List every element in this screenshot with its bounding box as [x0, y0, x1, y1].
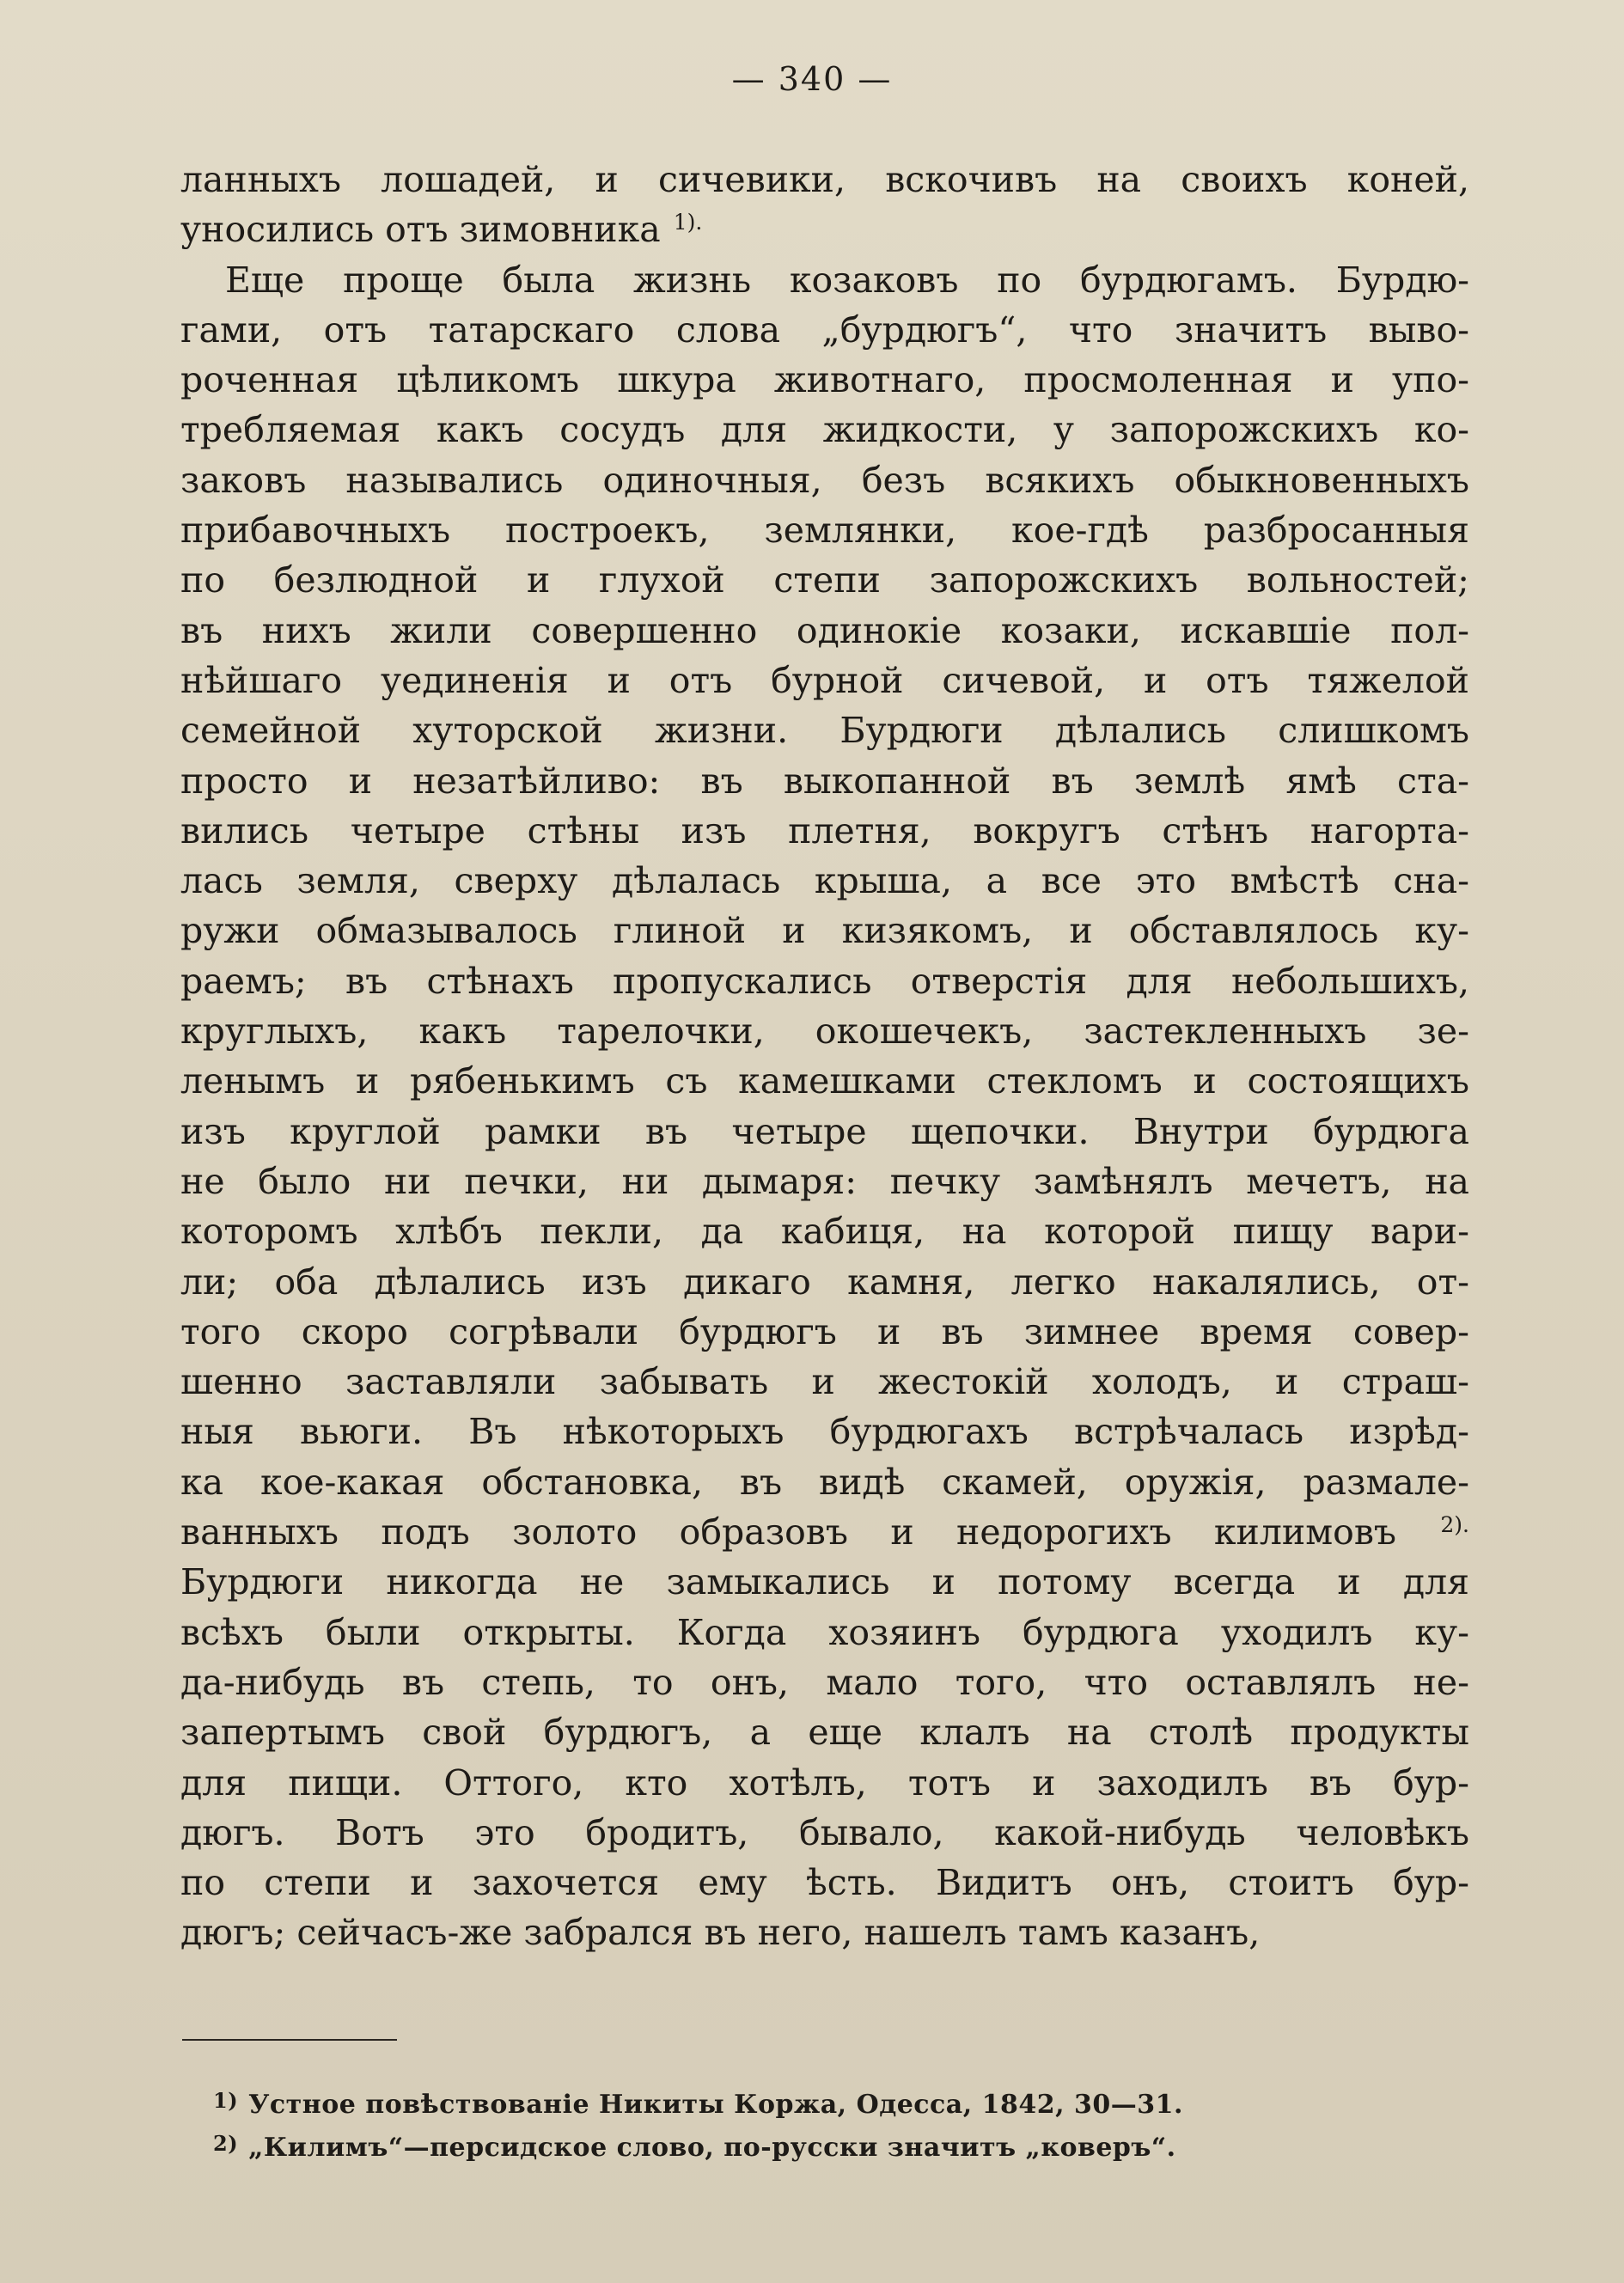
text-line: ланныхъ лошадей, и сичевики, вскочивъ на своихъ коней,	[180, 159, 1469, 200]
footnote-2	[213, 2122, 1416, 2165]
text-line: въ нихъ жили совершенно одинокіе козаки, искавшіе пол-	[180, 609, 1469, 651]
text-line-content: ванныхъ подъ золото образовъ и недорогихъ килимовъ	[180, 1511, 1396, 1554]
footnote-text: „Килимъ“—персидское слово, по-русски значитъ „коверъ“.	[248, 2133, 1176, 2163]
text-line: прибавочныхъ построекъ, землянки, кое-гдѣ разбросанныя	[180, 510, 1469, 552]
text-line: по степи и захочется ему ѣсть. Видитъ онъ, стоитъ бур-	[180, 1862, 1469, 1904]
text-line: роченная цѣликомъ шкура животнаго, просмоленная и упо-	[180, 359, 1469, 401]
footnote-ref-2: 2).	[1440, 1512, 1469, 1538]
text-line: ленымъ и рябенькимъ съ камешками стекломъ и состоящихъ	[180, 1060, 1469, 1102]
text-line: того скоро согрѣвали бурдюгъ и въ зимнее время совер-	[180, 1310, 1469, 1352]
text-line: требляемая какъ сосудъ для жидкости, у запорожскихъ ко-	[180, 409, 1469, 451]
text-line: дюгъ; сейчасъ-же забрался въ него, нашелъ тамъ казанъ,	[180, 1912, 1261, 1954]
footnote-text: Устное повѣствованіе Никиты Коржа, Одесса, 1842, 30—31.	[248, 2090, 1183, 2120]
text-line: семейной хуторской жизни. Бурдюги дѣлались слишкомъ	[180, 710, 1469, 752]
text-line	[180, 1507, 1469, 1557]
text-line: дюгъ. Вотъ это бродитъ, бывало, какой-нибудь человѣкъ	[180, 1811, 1469, 1853]
footnote-1	[213, 2079, 1416, 2122]
text-line: всѣхъ были открыты. Когда хозяинъ бурдюга уходилъ ку-	[180, 1611, 1469, 1653]
footnote-mark: 1)	[213, 2088, 239, 2113]
footnote-ref-1: 1).	[673, 210, 703, 235]
footnote-divider	[182, 2039, 397, 2041]
page-number: — 340 —	[731, 60, 893, 98]
paragraph-first-line: Еще проще была жизнь козаковъ по бурдюгамъ. Бурдю-	[225, 259, 1469, 301]
text-line: которомъ хлѣбъ пекли, да кабиця, на которой пищу вари-	[180, 1211, 1469, 1253]
text-line: гами, отъ татарскаго слова „бурдюгъ“, что значитъ выво-	[180, 308, 1469, 351]
footnotes	[213, 2079, 1416, 2165]
text-line: просто и незатѣйливо: въ выкопанной въ землѣ ямѣ ста-	[180, 760, 1469, 802]
text-line: да-нибудь въ степь, то онъ, мало того, что оставлялъ не-	[180, 1661, 1469, 1703]
text-line: заковъ назывались одиночныя, безъ всякихъ обыкновенныхъ	[180, 459, 1469, 501]
text-line: по безлюдной и глухой степи запорожскихъ вольностей;	[180, 559, 1469, 601]
text-line: ружи обмазывалось глиной и кизякомъ, и обставлялось ку-	[180, 910, 1469, 952]
body-text	[180, 155, 1469, 1958]
text-line: раемъ; въ стѣнахъ пропускались отверстія для небольшихъ,	[180, 960, 1469, 1002]
text-line: для пищи. Оттого, кто хотѣлъ, тотъ и заходилъ въ бур-	[180, 1761, 1469, 1804]
text-line: нѣйшаго уединенія и отъ бурной сичевой, и отъ тяжелой	[180, 659, 1469, 701]
text-line: вились четыре стѣны изъ плетня, вокругъ стѣнъ нагорта-	[180, 809, 1469, 852]
text-line: не было ни печки, ни дымаря: печку замѣнялъ мечетъ, на	[180, 1160, 1469, 1202]
text-line: ка кое-какая обстановка, въ видѣ скамей, оружія, размале-	[180, 1461, 1469, 1503]
text-line: изъ круглой рамки въ четыре щепочки. Внутри бурдюга	[180, 1110, 1469, 1152]
text-line-content: уносились отъ зимовника	[180, 209, 661, 251]
text-line: Бурдюги никогда не замыкались и потому всегда и для	[180, 1561, 1469, 1603]
text-line: лась земля, сверху дѣлалась крыша, а все это вмѣстѣ сна-	[180, 860, 1469, 902]
text-line: ныя вьюги. Въ нѣкоторыхъ бурдюгахъ встрѣчалась изрѣд-	[180, 1411, 1469, 1453]
text-line: ли; оба дѣлались изъ дикаго камня, легко накалялись, от-	[180, 1261, 1469, 1303]
text-line: запертымъ свой бурдюгъ, а еще клалъ на столѣ продукты	[180, 1712, 1469, 1754]
text-line	[180, 204, 1469, 254]
footnote-mark: 2)	[213, 2131, 239, 2156]
text-line: шенно заставляли забывать и жестокій холодъ, и страш-	[180, 1361, 1469, 1403]
text-line: круглыхъ, какъ тарелочки, окошечекъ, застекленныхъ зе-	[180, 1010, 1469, 1053]
